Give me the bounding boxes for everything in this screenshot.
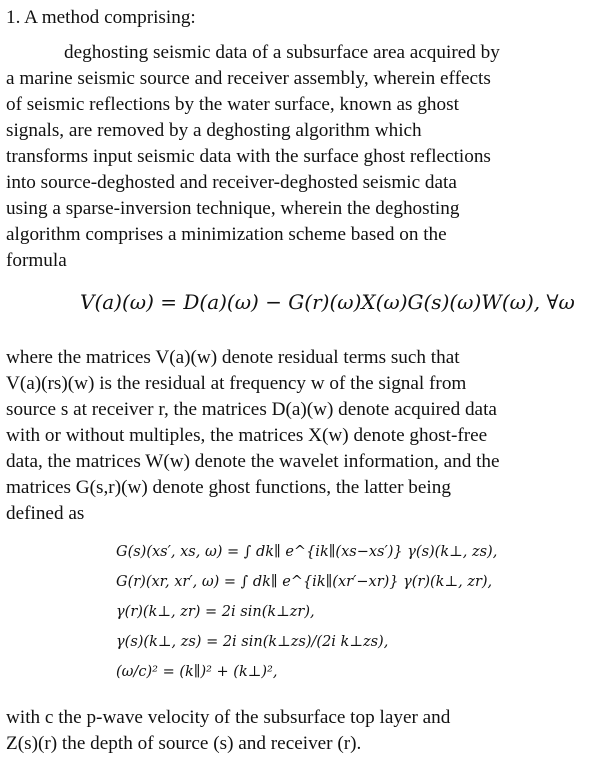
claim-heading: 1. A method comprising: xyxy=(6,7,196,28)
claim-text-line: formula xyxy=(6,250,67,271)
claim-text-line: deghosting seismic data of a subsurface area acquired by xyxy=(64,42,500,63)
claim-text-line: data, the matrices W(w) denote the wavelet information, and the xyxy=(6,451,500,472)
ghost-function-receiver: G(r)(xr, xr′, ω) = ∫ dk∥ e^{ik∥(xr′−xr)} γ(r)(k⊥, zr), xyxy=(116,574,493,590)
claim-text-line: defined as xyxy=(6,503,85,524)
claim-text-line: transforms input seismic data with the surface ghost reflections xyxy=(6,146,491,167)
claim-text-line: matrices G(s,r)(w) denote ghost functions, the latter being xyxy=(6,477,451,498)
gamma-source-equation: γ(s)(k⊥, zs) = 2i sin(k⊥zs)/(2i k⊥zs), xyxy=(116,634,389,650)
claim-text-line: V(a)(rs)(w) is the residual at frequency w of the signal from xyxy=(6,373,467,394)
ghost-function-source: G(s)(xs′, xs, ω) = ∫ dk∥ e^{ik∥(xs−xs′)} γ(s)(k⊥, zs), xyxy=(116,544,498,560)
claim-text-line: with c the p-wave velocity of the subsurface top layer and xyxy=(6,707,451,728)
claim-text-line: source s at receiver r, the matrices D(a)(w) denote acquired data xyxy=(6,399,497,420)
claim-text-line: a marine seismic source and receiver assembly, wherein effects xyxy=(6,68,491,89)
claim-text-line: using a sparse-inversion technique, wherein the deghosting xyxy=(6,198,460,219)
claim-text-line: where the matrices V(a)(w) denote residual terms such that xyxy=(6,347,460,368)
claim-text-line: Z(s)(r) the depth of source (s) and receiver (r). xyxy=(6,733,362,754)
claim-text-line: algorithm comprises a minimization scheme based on the xyxy=(6,224,447,245)
dispersion-relation: (ω/c)² = (k∥)² + (k⊥)², xyxy=(116,664,278,680)
main-formula: V(a)(ω) = D(a)(ω) − G(r)(ω)X(ω)G(s)(ω)W(ω), ∀ω xyxy=(80,290,575,314)
claim-text-line: into source-deghosted and receiver-deghosted seismic data xyxy=(6,172,457,193)
claim-text-line: of seismic reflections by the water surface, known as ghost xyxy=(6,94,459,115)
claim-text-line: with or without multiples, the matrices X(w) denote ghost-free xyxy=(6,425,488,446)
gamma-receiver-equation: γ(r)(k⊥, zr) = 2i sin(k⊥zr), xyxy=(116,604,315,620)
claim-text-line: signals, are removed by a deghosting algorithm which xyxy=(6,120,422,141)
